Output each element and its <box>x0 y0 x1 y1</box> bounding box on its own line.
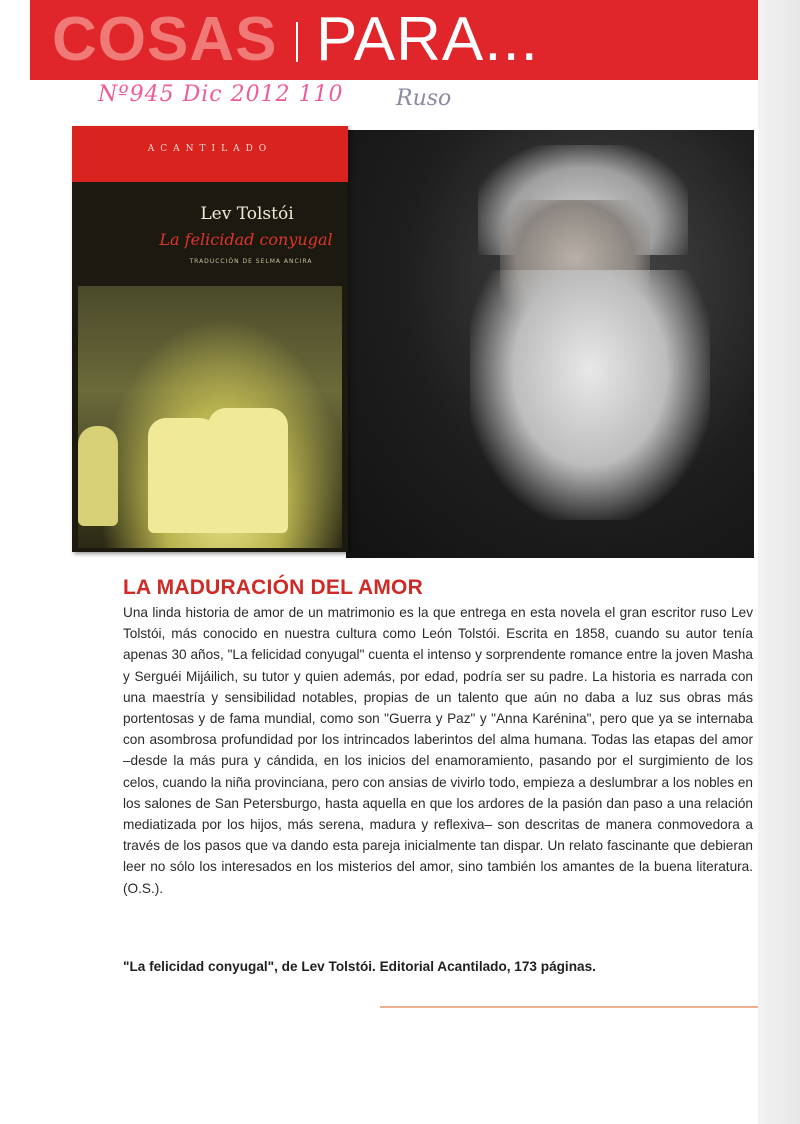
article-body: Una linda historia de amor de un matrimonio es la que entrega en esta novela el gran escritor ruso Lev Tolstói, más conocido en nuestra cultura como León Tolstói. Escrita en 1858, cuando su autor tenía apenas 30 años, "La felicidad conyugal" cuenta el intenso y sorprendente romance entre la joven Masha y Serguéi Mijáilich, su tutor y quien además, por edad, podría ser su padre. La historia es narrada con una maestría y sensibilidad notables, propias de un talento que aún no daba a luz sus obras más portentosas y de fama mundial, como son "Guerra y Paz" y "Anna Karénina", pero que ya se internaba con asombrosa profundidad por los intrincados laberintos del alma humana. Todas las etapas del amor –desde la más pura y cándida, en los inicios del enamoramiento, pasando por el surgimiento de los celos, cuando la niña provinciana, pero con ansias de vivirlo todo, empieza a deslumbrar a los nobles en los salones de San Petersburgo, hasta aquella en que los ardores de la pasión dan paso a una relación mediatizada por los hijos, más serena, madura y reflexiva– son descritas de manera conmovedora a través de los pasos que va dando esta pareja inicialmente tan dispar. Un relato fascinante que debieran leer no sólo los interesados en los misterios del amor, sino también los amantes de la buena literatura. (O.S.). <box>123 605 753 896</box>
handwritten-reference: Nº945 Dic 2012 110 <box>98 82 344 107</box>
book-author: Lev Tolstói <box>200 204 294 224</box>
subsection-label: PARA... <box>316 5 539 74</box>
book-cover <box>72 126 348 552</box>
armchair-shape <box>78 426 118 526</box>
bottom-divider <box>380 1006 760 1008</box>
section-header <box>30 0 760 80</box>
scan-margin <box>758 0 800 1124</box>
book-cover-band <box>72 126 348 182</box>
portrait-beard <box>470 270 710 520</box>
section-label: COSAS <box>52 5 278 74</box>
book-publisher: ACANTILADO <box>147 144 273 154</box>
armchair-shape <box>208 408 288 533</box>
book-title: La felicidad conyugal <box>159 230 333 249</box>
handwritten-tag: Ruso <box>396 86 452 111</box>
article-headline: LA MADURACIÓN DEL AMOR <box>123 576 423 599</box>
book-cover-illustration <box>78 286 342 548</box>
book-translator: TRADUCCIÓN DE SELMA ANCIRA <box>189 258 313 265</box>
header-divider <box>296 22 298 62</box>
book-credit: "La felicidad conyugal", de Lev Tolstói. Editorial Acantilado, 173 páginas. <box>123 959 596 974</box>
